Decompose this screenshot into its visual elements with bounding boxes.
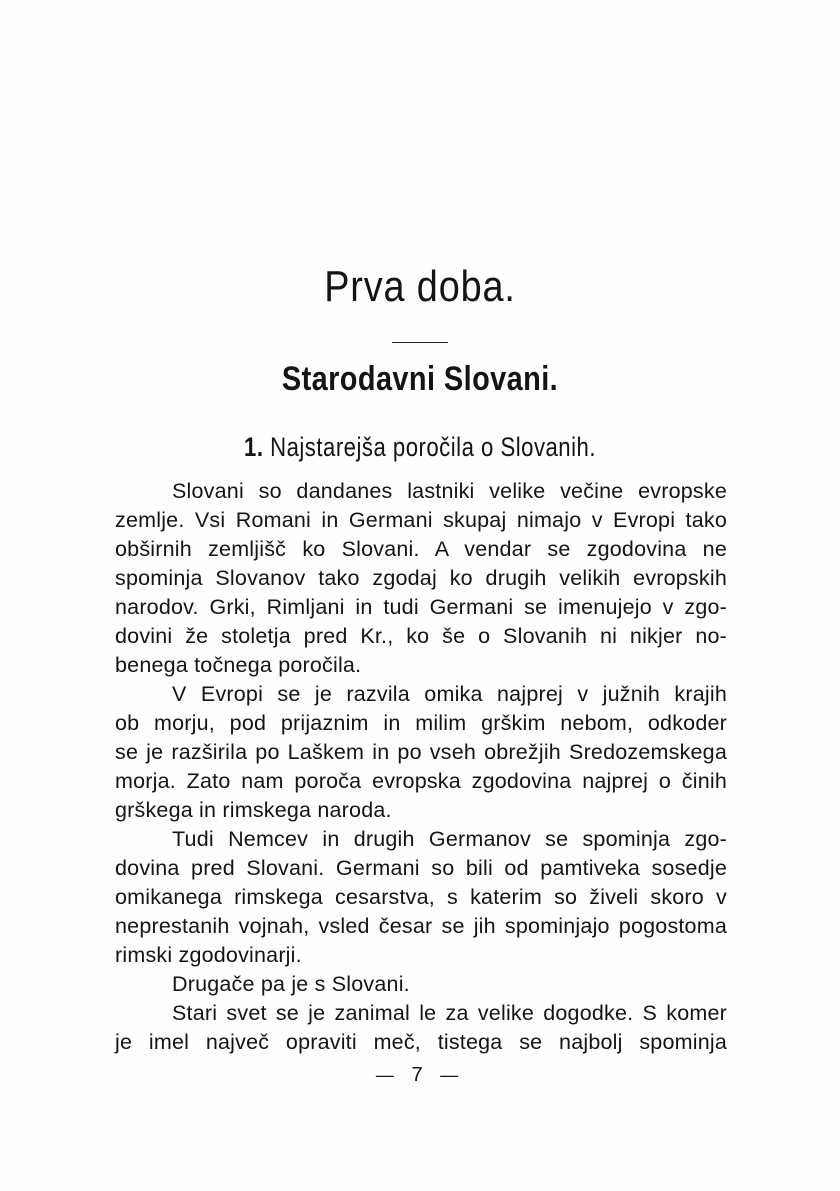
text-line: dovini že stoletja pred Kr., ko še o Slovanih ni nikjer no-: [115, 624, 727, 648]
text-line: dovina pred Slovani. Germani so bili od pamtiveka sosedje: [115, 856, 727, 880]
text-line: obširnih zemljišč ko Slovani. A vendar se zgodovina ne: [115, 537, 727, 561]
folio-dash-right: —: [440, 1065, 465, 1085]
text-line: grškega in rimskega naroda.: [115, 798, 392, 822]
text-line: neprestanih vojnah, vsled česar se jih spominjajo pogostoma: [115, 914, 727, 938]
text-line: Slovani so dandanes lastniki velike večine evropske: [172, 479, 727, 503]
text-line: morja. Zato nam poroča evropska zgodovina najprej o činih: [115, 769, 727, 793]
text-line: omikanega rimskega cesarstva, s katerim so živeli skoro v: [115, 885, 727, 909]
section-heading: [76, 432, 765, 463]
text-line: narodov. Grki, Rimljani in tudi Germani se imenujejo v zgo-: [115, 595, 727, 619]
text-line: se je razširila po Laškem in po vseh obrežjih Sredozemskega: [115, 740, 727, 764]
page-number-value: 7: [411, 1064, 429, 1086]
part-title: Prva doba.: [324, 262, 516, 311]
section-title: Najstarejša poročila o Slovanih.: [270, 432, 596, 462]
text-line: V Evropi se je razvila omika najprej v južnih krajih: [172, 682, 727, 706]
text-line: ob morju, pod prijaznim in milim grškim nebom, odkoder: [115, 711, 727, 735]
text-line: zemlje. Vsi Romani in Germani skupaj nimajo v Evropi tako: [115, 508, 727, 532]
page-number: [0, 1064, 840, 1087]
text-line: benega točnega poročila.: [115, 653, 362, 677]
body-text: [115, 477, 727, 1057]
text-line: Drugače pa je s Slovani.: [172, 972, 410, 996]
folio-dash-left: —: [375, 1065, 400, 1085]
text-line: rimski zgodovinarji.: [115, 943, 302, 967]
section-number: 1.: [244, 432, 264, 462]
chapter-title: Starodavni Slovani.: [281, 360, 559, 398]
text-line: je imel največ opraviti meč, tistega se najbolj spominja: [115, 1030, 727, 1054]
title-divider: [392, 342, 448, 343]
text-line: Stari svet se je zanimal le za velike dogodke. S komer: [172, 1001, 727, 1025]
text-line: spominja Slovanov tako zgodaj ko drugih velikih evropskih: [115, 566, 727, 590]
text-line: Tudi Nemcev in drugih Germanov se spominja zgo-: [172, 827, 727, 851]
